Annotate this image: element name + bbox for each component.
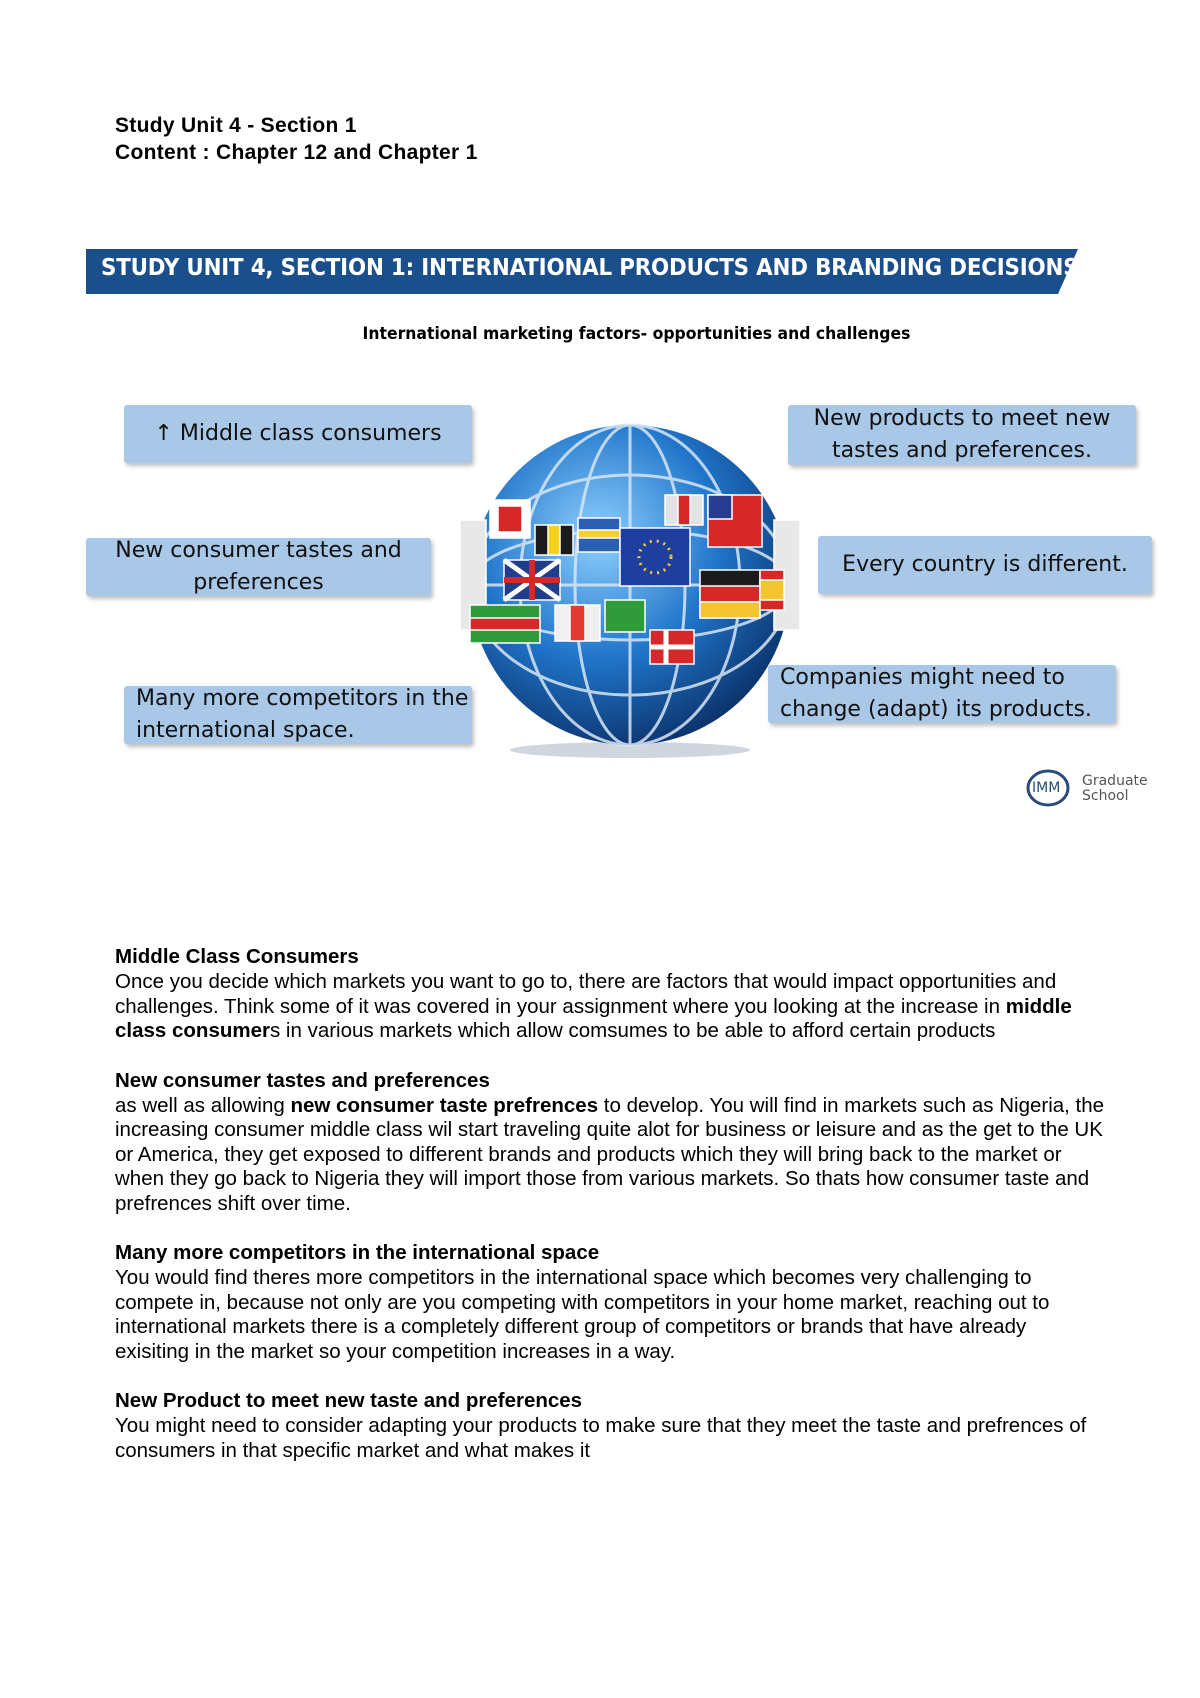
imm-graduate-school-logo	[1026, 768, 1146, 814]
section-consumer-tastes	[115, 1068, 1105, 1217]
slide-banner-title: STUDY UNIT 4, SECTION 1: INTERNATIONAL PRODUCTS AND BRANDING DECISIONS	[101, 255, 1079, 281]
globe-with-flags-image	[440, 400, 820, 760]
section-heading: Middle Class Consumers	[115, 945, 359, 968]
logo-text	[1082, 774, 1148, 804]
section-competitors	[115, 1240, 1105, 1364]
factor-middle-class: ↑ Middle class consumers	[124, 405, 472, 463]
factor-consumer-tastes: New consumer tastes and preferences	[86, 538, 431, 596]
document-body	[115, 944, 1105, 1487]
factor-competitors: Many more competitors in the international space.	[124, 686, 472, 744]
section-paragraph: You might need to consider adapting your products to make sure that they meet the taste and prefrences of consumers in that specific market and what makes it	[115, 1414, 1087, 1462]
content-reference: Content : Chapter 12 and Chapter 1	[115, 141, 478, 164]
section-heading: Many more competitors in the international space	[115, 1241, 600, 1264]
section-heading: New Product to meet new taste and preferences	[115, 1389, 583, 1412]
logo-line2: School	[1082, 788, 1129, 804]
document-title: Study Unit 4 - Section 1	[115, 114, 357, 137]
factor-every-country: Every country is different.	[818, 536, 1152, 594]
logo-mark: IMM	[1032, 780, 1061, 796]
section-heading: New consumer tastes and preferences	[115, 1068, 490, 1092]
section-middle-class	[115, 944, 1105, 1044]
section-paragraph: Once you decide which markets you want to go to, there are factors that would impact opportunities and challenges. Think some of it was covered in your assignment where you looking at the increase in middle class consumers in various markets which allow comsumes to be able to afford certain products	[115, 970, 1072, 1042]
section-new-product	[115, 1388, 1105, 1463]
factor-companies-adapt: Companies might need to change (adapt) its products.	[768, 665, 1116, 723]
section-paragraph: You would find theres more competitors in the international space which becomes very challenging to compete in, because not only are you competing with competitors in your home market, reaching out to international markets there is a completely different group of competitors or brands that have already exisiting in the market so your competition increases in a way.	[115, 1266, 1050, 1363]
section-paragraph: as well as allowing new consumer taste prefrences to develop. You will find in markets such as Nigeria, the increasing consumer middle class wil start traveling quite alot for business or leisure and as the get to the UK or America, they get exposed to different brands and products which they will bring back to the market or when they go back to Nigeria they will import those from various markets. So thats how consumer taste and prefrences shift over time.	[115, 1093, 1105, 1215]
factor-new-products: New products to meet new tastes and preferences.	[788, 405, 1136, 465]
slide-subtitle: International marketing factors- opportunities and challenges	[362, 324, 911, 344]
logo-line1: Graduate	[1082, 773, 1148, 789]
